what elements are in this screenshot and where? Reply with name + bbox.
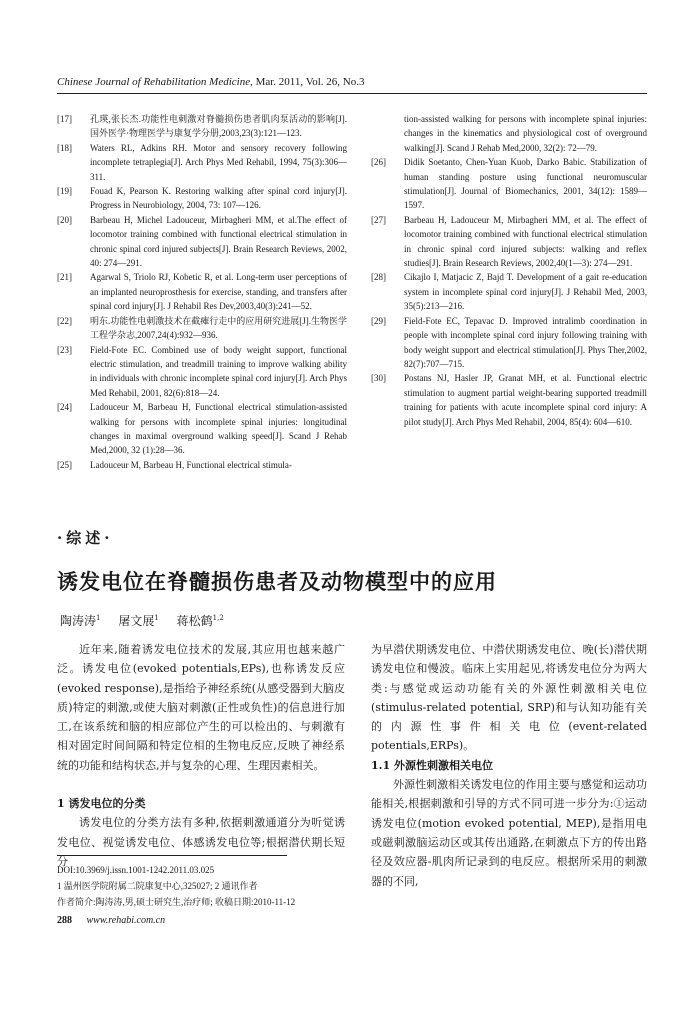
reference-entry: [23] Field-Fote EC. Combined use of body weight support, functional electric stimulation, and treadmill training to improve walking ability in individuals with chronic incomplete spinal cord injury[J]. Arch Phys Med Rehabil, 2001, 82(6):818—24. bbox=[57, 344, 347, 398]
journal-name: Chinese Journal of Rehabilitation Medicine, bbox=[57, 76, 253, 88]
page-number: 288 bbox=[57, 915, 72, 926]
reference-entry: [24] Ladouceur M, Barbeau H, Functional electrical stimulation-assisted walking for persons with incomplete spinal injuries: longitudinal changes in maximal overground walking speed[J]. Scand J Rehab Med,2000, 32 (1):28—36. bbox=[57, 402, 347, 456]
issue-info: Mar. 2011, Vol. 26, No.3 bbox=[255, 76, 365, 88]
author-name: 陶涛涛 bbox=[60, 614, 97, 628]
footnote-rule bbox=[57, 855, 287, 856]
author-affiliation-mark: 1 bbox=[96, 614, 101, 622]
subsection-heading: 1.1 外源性刺激相关电位 bbox=[371, 758, 493, 772]
intro-paragraph: 近年来,随着诱发电位技术的发展,其应用也越来越广泛。诱发电位(evoked potentials,EPs),也称诱发反应(evoked response),是指给予神经系统(从感受器到大脑皮质)特定的刺激,或使大脑对刺激(正性或负性)的信息进行加工,在该系统和脑的相应部位产生的可以检出的、与刺激有相对固定时间间隔和特定位相的生物电反应,反映了神经系统的功能和结构状态,并与复杂的心理、生理因素相关。 bbox=[57, 643, 345, 772]
reference-entry: [22] 明东.功能性电刺激技术在截瘫行走中的应用研究进展[J].生物医学工程学杂志,2007,24(4):932—936. bbox=[57, 315, 347, 341]
references-right-column bbox=[371, 112, 647, 429]
reference-entry: [21] Agarwal S, Triolo RJ, Kobetic R, et al. Long-term user perceptions of an implanted neuroprosthesis for exercise, standing, and transfers after spinal cord injury[J]. J Rehabil Res Dev,2003,40(3):241—52. bbox=[57, 272, 347, 312]
running-header bbox=[57, 76, 647, 88]
page-footer bbox=[57, 915, 165, 926]
affiliation-line: 1 温州医学院附属二院康复中心,325027; 2 通讯作者 bbox=[57, 881, 258, 891]
references-left-column bbox=[57, 112, 347, 472]
body-left-column bbox=[57, 640, 345, 871]
reference-entry: [18] Waters RL, Adkins RH. Motor and sensory recovery following incomplete tetraplegia[J]. Arch Phys Med Rehabil, 1994, 75(3):306—311. bbox=[57, 142, 347, 182]
author-affiliation-mark: 1 bbox=[154, 614, 159, 622]
reference-entry: [29] Field-Fote EC, Tepavac D. Improved intralimb coordination in people with incomplete spinal cord injury following training with body weight support and electrical stimulation[J]. Phys Ther,2002, 82(7):707—715. bbox=[371, 315, 647, 369]
reference-entry: [26] Didik Soetanto, Chen-Yuan Kuob, Darko Babic. Stabilization of human standing posture using functional neuromuscular stimulation[J]. Journal of Biomechanics, 2001, 34(12): 1589—1597. bbox=[371, 157, 647, 211]
body-paragraph: 诱发电位的分类方法有多种,依据刺激通道分为听觉诱发电位、视觉诱发电位、体感诱发电位等;根据潜伏期长短分 bbox=[57, 816, 345, 868]
author-name: 屠文展 bbox=[118, 614, 155, 628]
reference-entry: [19] Fouad K, Pearson K. Restoring walking after spinal cord injury[J]. Progress in Neurobiology, 2004, 73: 107—126. bbox=[57, 186, 347, 211]
reference-entry: [20] Barbeau H, Michel Ladouceur, Mirbagheri MM, et al.The effect of locomotor training combined with functional electrical stimulation in chronic spinal cord injured subjects[J]. Brain Research Reviews, 2002, 40: 274—291. bbox=[57, 214, 347, 269]
body-right-column bbox=[371, 640, 647, 891]
author-affiliation-mark: 1,2 bbox=[212, 614, 224, 622]
website-link[interactable]: www.rehabi.com.cn bbox=[86, 915, 166, 926]
section-tag: ·综述· bbox=[57, 529, 114, 547]
reference-continuation: tion-assisted walking for persons with incomplete spinal injuries: changes in the kinematics and physiological cost of overground walking[J]. Scand J Rehab Med,2000, 32(2): 72—79. bbox=[404, 114, 647, 153]
footnotes bbox=[57, 862, 295, 910]
reference-entry: [28] Cikajlo I, Matjacic Z, Bajd T. Development of a gait re-education system in incomplete spinal cord injury[J]. J Rehabil Med, 2003, 35(5):213—216. bbox=[371, 272, 647, 312]
reference-entry: [25] Ladouceur M, Barbeau H, Functional electrical stimula- bbox=[57, 459, 292, 470]
header-rule bbox=[57, 93, 647, 94]
body-paragraph: 为早潜伏期诱发电位、中潜伏期诱发电位、晚(长)潜伏期诱发电位和慢波。临床上实用起见,将诱发电位分为两大类:与感觉或运动功能有关的外源性刺激相关电位(stimulus-related potential, SRP)和与认知功能有关的内源性事件相关电位(event-related potentials,ERPs)。 bbox=[371, 643, 647, 753]
body-paragraph: 外源性刺激相关诱发电位的作用主要与感觉和运动功能相关,根据刺激和引导的方式不同可进一步分为:①运动诱发电位(motion evoked potential, MEP),是指用电或磁刺激脑运动区或其传出通路,在刺激点下方的传出路径及效应器-肌肉所记录到的电反应。根据所采用的刺激器的不同, bbox=[371, 778, 647, 888]
section-heading: 1 诱发电位的分类 bbox=[57, 797, 146, 811]
author-info-line: 作者简介:陶涛涛,男,硕士研究生,治疗师; 收稿日期:2010-11-12 bbox=[57, 897, 296, 907]
author-name: 蒋松鹤 bbox=[176, 614, 213, 628]
article-title: 诱发电位在脊髓损伤患者及动物模型中的应用 bbox=[57, 569, 497, 594]
doi-line: DOI:10.3969/j.issn.1001-1242.2011.03.025 bbox=[57, 865, 215, 875]
author-list bbox=[60, 612, 224, 629]
reference-entry: [30] Postans NJ, Hasler JP, Granat MH, et al. Functional electric stimulation to augment partial weight-bearing supported treadmill training for patients with acute incomplete spinal cord injury: A pilot study[J]. Arch Phys Med Rehabil, 2004, 85(4): 604—610. bbox=[371, 373, 647, 427]
reference-entry: [17] 孔瑛,张长杰.功能性电刺激对脊髓损伤患者肌肉泵活动的影响[J].国外医学·物理医学与康复学分册,2003,23(3):121—123. bbox=[57, 114, 347, 139]
reference-entry: [27] Barbeau H, Ladouceur M, Mirbagheri MM, et al. The effect of locomotor training combined with functional electrical stimulation in chronic spinal cord injured subjects: walking and reflex studies[J]. Brain Research Reviews, 2002,40(1—3): 274—291. bbox=[371, 214, 647, 269]
